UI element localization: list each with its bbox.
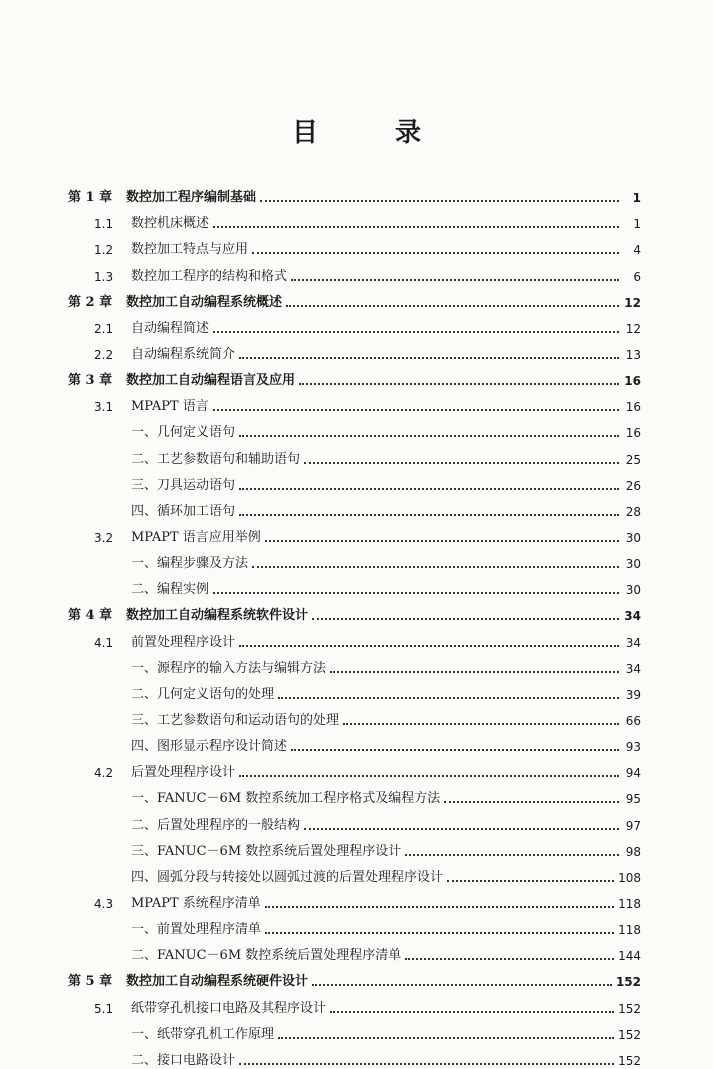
dot-leader [405,854,619,856]
entry-title: 一、编程步骤及方法 [131,556,249,572]
entry-page-number: 6 [633,269,641,284]
entry-page-number: 34 [625,635,641,650]
entry-page-number: 30 [625,530,641,545]
entry-title: 数控加工程序的结构和格式 [131,268,288,284]
entry-title: 二、接口电路设计 [131,1052,236,1068]
dot-leader [239,775,619,777]
entry-page-number: 12 [625,321,641,336]
dot-leader [213,226,619,228]
toc-entry-sub [68,781,641,807]
entry-title: 二、几何定义语句的处理 [131,686,275,702]
entry-number: 第 3 章 [68,373,113,389]
entry-title: 数控加工自动编程系统概述 [126,294,283,310]
entry-title: 数控加工程序编制基础 [126,190,257,206]
dot-leader [239,514,619,516]
entry-title: 四、图形显示程序设计简述 [131,739,288,755]
dot-leader [239,357,619,359]
toc-entry-sub [68,834,641,860]
entry-title: 自动编程系统简介 [131,346,236,362]
dot-leader [278,697,619,699]
toc-entry-section [68,258,641,284]
entry-page-number: 93 [625,740,641,755]
dot-leader [405,958,614,960]
toc-entry-sub [68,703,641,729]
dot-leader [239,1063,614,1065]
entry-title: 后置处理程序设计 [131,765,236,781]
entry-page-number: 25 [625,452,641,467]
entry-page-number: 28 [625,504,641,519]
dot-leader [343,723,619,725]
dot-leader [213,592,619,594]
entry-title: 三、FANUC－6M 数控系统后置处理程序设计 [131,843,402,859]
dot-leader [213,331,619,333]
entry-page-number: 98 [625,844,641,859]
entry-page-number: 12 [624,295,641,310]
toc-entry-sub [68,1043,641,1069]
dot-leader [447,880,614,882]
entry-number: 1.1 [94,217,114,232]
toc-entry-sub [68,807,641,833]
dot-leader [239,488,619,490]
dot-leader [286,305,619,307]
entry-page-number: 118 [618,896,641,911]
entry-page-number: 1 [633,217,641,232]
entry-page-number: 4 [633,243,641,258]
toc-entry-sub [68,938,641,964]
toc-entry-section [68,886,641,912]
entry-number: 第 1 章 [68,190,113,206]
toc-entry-sub [68,415,641,441]
entry-title: 一、几何定义语句 [131,425,236,441]
toc-entry-sub [68,860,641,886]
toc-entry-sub [68,468,641,494]
entry-title: 数控加工特点与应用 [131,242,249,258]
dot-leader [291,749,619,751]
entry-number: 1.3 [94,269,114,284]
entry-number: 1.2 [94,243,114,258]
toc-entry-section [68,520,641,546]
entry-page-number: 1 [632,191,641,206]
toc-entry-sub [68,572,641,598]
entry-number: 第 5 章 [68,974,113,990]
dot-leader [265,906,614,908]
toc-entry-chapter [68,964,641,990]
entry-page-number: 34 [624,609,641,624]
entry-title: 二、编程实例 [131,582,210,598]
entry-title: 一、前置处理程序清单 [131,922,262,938]
entry-page-number: 66 [625,713,641,728]
entry-page-number: 108 [618,870,641,885]
dot-leader [239,435,619,437]
entry-title: 二、FANUC－6M 数控系统后置处理程序清单 [131,948,402,964]
dot-leader [304,828,619,830]
dot-leader [265,540,619,542]
entry-page-number: 97 [625,818,641,833]
entry-number: 4.3 [94,896,114,911]
toc-entry-section [68,337,641,363]
entry-title: 一、源程序的输入方法与编辑方法 [131,660,327,676]
entry-page-number: 30 [625,583,641,598]
page-title: 目 录 [291,118,456,148]
entry-page-number: 34 [625,661,641,676]
dot-leader [444,801,619,803]
toc-entry-section [68,389,641,415]
entry-title: MPAPT 语言应用举例 [131,529,261,545]
toc-entry-section [68,311,641,337]
entry-page-number: 144 [618,949,641,964]
entry-page-number: 16 [624,374,641,389]
dot-leader [304,462,619,464]
entry-page-number: 26 [625,478,641,493]
dot-leader [213,409,619,411]
dot-leader [252,566,619,568]
toc-entry-section [68,755,641,781]
entry-title: 数控加工自动编程系统硬件设计 [126,974,309,990]
toc-entry-sub [68,729,641,755]
dot-leader [278,1037,614,1039]
toc-entry-sub [68,441,641,467]
toc-entry-chapter [68,598,641,624]
entry-title: MPAPT 系统程序清单 [131,895,261,911]
toc-entry-chapter [68,285,641,311]
dot-leader [260,200,619,202]
toc-entry-chapter [68,363,641,389]
dot-leader [265,932,614,934]
entry-title: 四、循环加工语句 [131,503,236,519]
entry-number: 5.1 [94,1001,114,1016]
entry-page-number: 152 [618,1027,641,1042]
entry-title: 二、后置处理程序的一般结构 [131,817,301,833]
entry-title: 数控加工自动编程系统软件设计 [126,608,309,624]
entry-number: 3.1 [94,400,114,415]
entry-page-number: 13 [625,347,641,362]
dot-leader [291,279,619,281]
entry-page-number: 95 [625,792,641,807]
entry-number: 2.2 [94,347,114,362]
toc-entry-chapter [68,180,641,206]
entry-number: 第 2 章 [68,294,113,310]
entry-page-number: 39 [625,687,641,702]
toc-entry-section [68,624,641,650]
entry-title: 三、工艺参数语句和运动语句的处理 [131,712,340,728]
entry-title: 四、圆弧分段与转接处以圆弧过渡的后置处理程序设计 [131,869,444,885]
entry-number: 4.2 [94,766,114,781]
toc-entry-sub [68,494,641,520]
entry-page-number: 152 [615,975,641,990]
entry-title: 前置处理程序设计 [131,634,236,650]
toc-entry-sub [68,546,641,572]
entry-title: MPAPT 语言 [131,399,209,415]
entry-page-number: 118 [618,923,641,938]
entry-title: 一、FANUC－6M 数控系统加工程序格式及编程方法 [131,791,441,807]
toc-entry-section [68,206,641,232]
toc-entry-sub [68,677,641,703]
dot-leader [252,252,619,254]
entry-title: 纸带穿孔机接口电路及其程序设计 [131,1000,327,1016]
entry-title: 二、工艺参数语句和辅助语句 [131,451,301,467]
toc-entry-sub [68,651,641,677]
entry-page-number: 152 [618,1001,641,1016]
entry-page-number: 30 [625,557,641,572]
entry-title: 数控加工自动编程语言及应用 [126,373,296,389]
entry-number: 4.1 [94,635,114,650]
entry-page-number: 16 [625,426,641,441]
dot-leader [299,383,619,385]
entry-title: 一、纸带穿孔机工作原理 [131,1026,275,1042]
entry-number: 3.2 [94,530,114,545]
dot-leader [330,671,619,673]
entry-page-number: 94 [625,766,641,781]
dot-leader [330,1011,614,1013]
entry-number: 2.1 [94,321,114,336]
dot-leader [312,618,619,620]
entry-number: 第 4 章 [68,608,113,624]
entry-title: 数控机床概述 [131,216,210,232]
dot-leader [312,984,612,986]
entry-page-number: 16 [625,400,641,415]
toc-entry-sub [68,1017,641,1043]
entry-title: 自动编程简述 [131,320,210,336]
entry-title: 三、刀具运动语句 [131,477,236,493]
entry-page-number: 152 [618,1053,641,1068]
dot-leader [239,645,619,647]
table-of-contents [68,180,641,1069]
toc-entry-sub [68,912,641,938]
toc-entry-section [68,990,641,1016]
toc-entry-section [68,232,641,258]
